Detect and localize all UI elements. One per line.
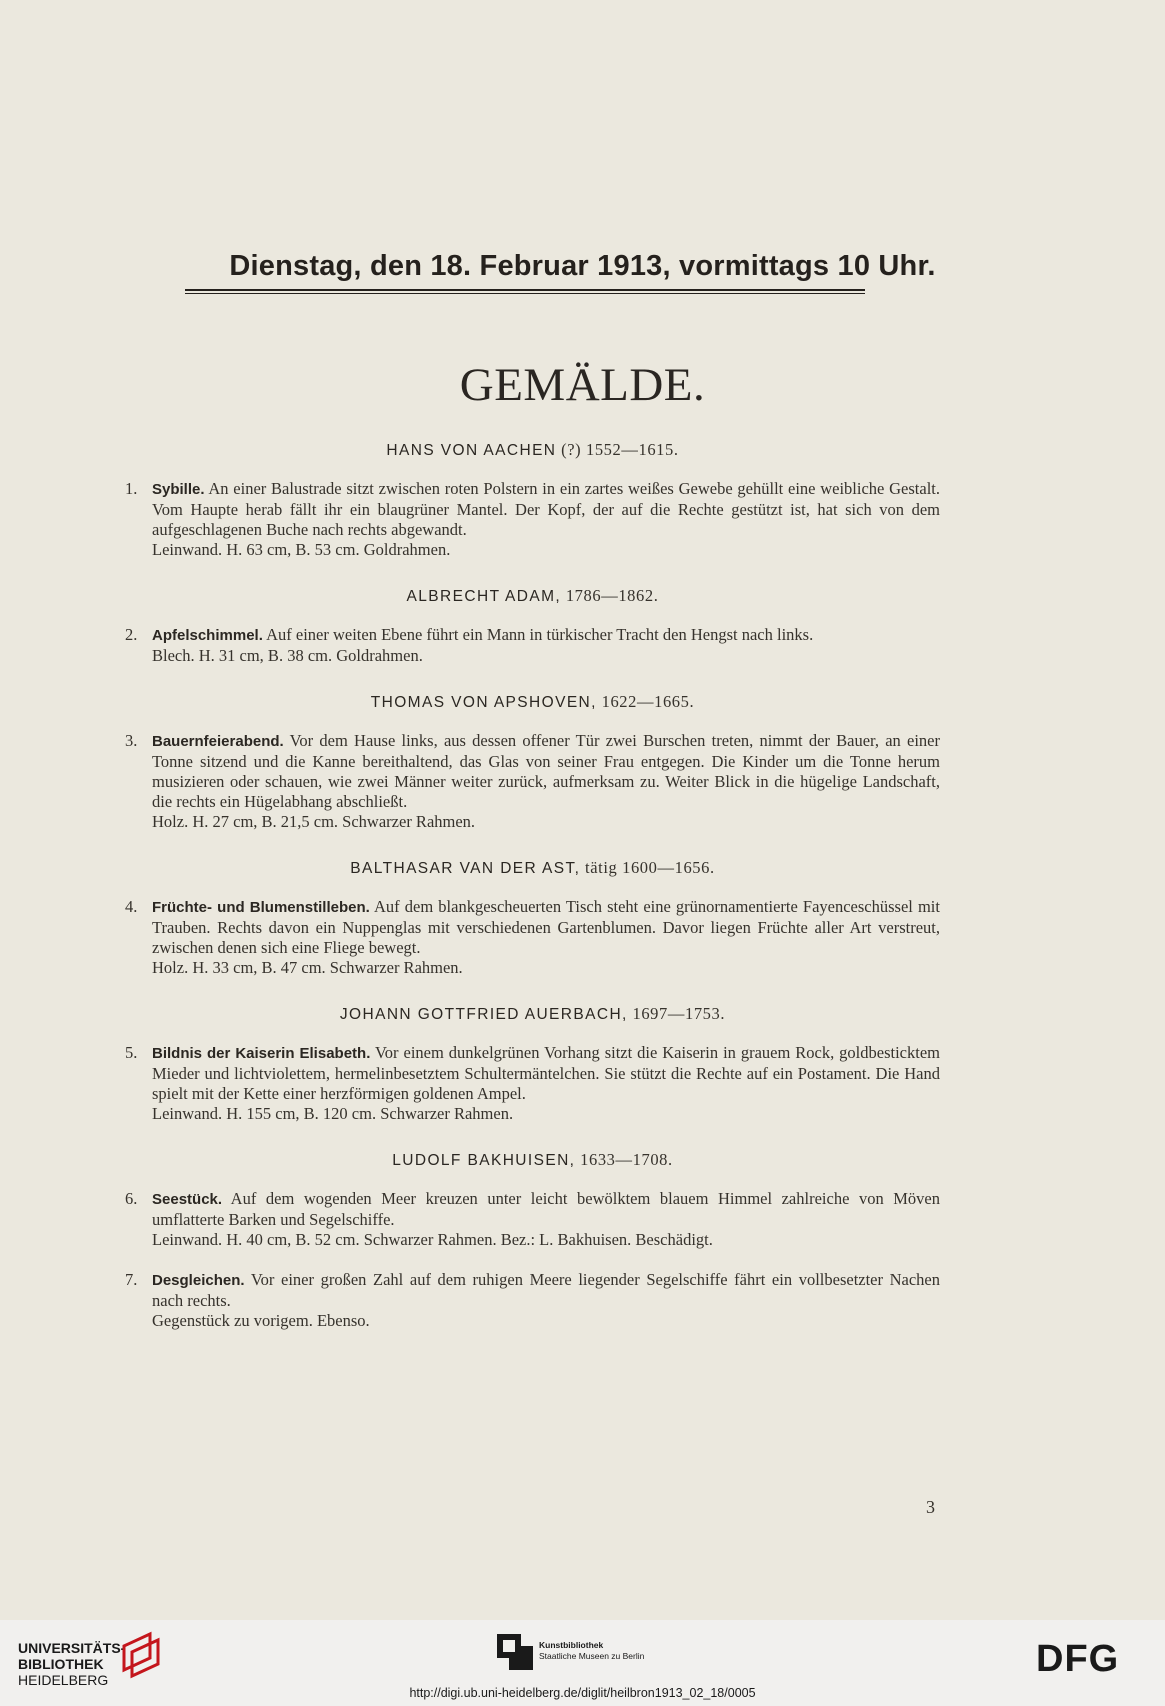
permalink-url[interactable]: http://digi.ub.uni-heidelberg.de/diglit/heilbron1913_02_18/0005	[409, 1686, 756, 1700]
artist-name: THOMAS VON APSHOVEN,	[370, 694, 597, 711]
entry-text: Auf dem wogenden Meer kreuzen unter leicht bewölktem blauem Himmel zahlreiche von Möven umflatterte Barken und Segelschiffe.	[152, 1189, 940, 1229]
entry-text: An einer Balustrade sitzt zwischen roten Polstern in ein zartes weißes Gewebe gehüllt eine weibliche Gestalt. Vom Haupte herab fällt ihr ein blaugrüner Mantel. Der Kopf, der auf die Rechte gestützt ist, hat sich von dem aufgeschlagenen Buche nach rechts abgewandt.	[152, 479, 940, 539]
entry-details: Leinwand. H. 155 cm, B. 120 cm. Schwarzer Rahmen.	[152, 1104, 514, 1123]
entry-number: 5.	[125, 1043, 138, 1062]
catalog-entry	[125, 731, 940, 832]
entry-text: Vor einer großen Zahl auf dem ruhigen Meere liegender Segelschiffe fährt ein vollbesetzter Nachen nach rechts.	[152, 1270, 940, 1310]
entry-title: Desgleichen.	[152, 1272, 245, 1289]
entry-title: Apfelschimmel.	[152, 627, 263, 644]
entry-number: 2.	[125, 625, 138, 644]
artist-dates: (?) 1552—1615.	[556, 440, 679, 459]
entry-number: 4.	[125, 897, 138, 916]
viewer-footer	[0, 1620, 1165, 1706]
entry-text: Vor dem Hause links, aus dessen offener Tür zwei Burschen treten, nimmt der Bauer, an einer Tonne sitzend und die Kanne bereithaltend, das Glas von seiner Frau entgegen. Die Kinder um die Tonne herum musizieren oder schauen, wie zwei Männer weiter zurück, aufmerksam zu. Weiter Blick in die hügelige Landschaft, die rechts ein Hügelabhang abschließt.	[152, 731, 940, 811]
entry-title: Seestück.	[152, 1191, 223, 1208]
entry-title: Bildnis der Kaiserin Elisabeth.	[152, 1045, 371, 1062]
entry-description	[152, 479, 940, 540]
dfg-logo[interactable]: DFG	[1036, 1638, 1120, 1680]
entry-number: 7.	[125, 1270, 138, 1289]
catalog-entry	[125, 1189, 940, 1250]
entry-number: 1.	[125, 479, 138, 498]
entry-details: Leinwand. H. 63 cm, B. 53 cm. Goldrahmen.	[152, 540, 451, 559]
artist-dates: 1633—1708.	[575, 1150, 673, 1169]
library-emblem-icon	[120, 1630, 164, 1682]
artist-dates: 1697—1753.	[627, 1004, 726, 1023]
entry-details: Blech. H. 31 cm, B. 38 cm. Goldrahmen.	[152, 646, 423, 665]
catalog-content	[125, 440, 940, 1357]
artist-name: ALBRECHT ADAM,	[406, 588, 562, 605]
entry-description	[152, 625, 940, 646]
library-name-line3: HEIDELBERG	[18, 1672, 109, 1688]
entry-details: Leinwand. H. 40 cm, B. 52 cm. Schwarzer Rahmen. Bez.: L. Bakhuisen. Beschädigt.	[152, 1230, 713, 1249]
entry-details: Holz. H. 33 cm, B. 47 cm. Schwarzer Rahmen.	[152, 958, 463, 977]
artist-dates: tätig 1600—1656.	[580, 858, 715, 877]
entry-text: Vor einem dunkelgrünen Vorhang sitzt die Kaiserin in grauem Rock, goldbesticktem Mieder und lichtviolettem, hermelinbesetztem Schultermäntelchen. Sie stützt die Rechte auf ein Postament. Die Hand spielt mit der Kette einer herzförmigen goldenen Ampel.	[152, 1043, 940, 1103]
artist-heading	[125, 1150, 940, 1171]
catalog-entry	[125, 479, 940, 560]
catalog-entry	[125, 897, 940, 978]
entry-description	[152, 1189, 940, 1230]
kb-subtitle: Staatliche Museen zu Berlin	[539, 1651, 645, 1661]
kunstbibliothek-emblem-icon	[497, 1634, 533, 1670]
entry-description	[152, 897, 940, 958]
artist-dates: 1622—1665.	[596, 692, 695, 711]
artist-heading	[125, 1004, 940, 1025]
artist-heading	[125, 440, 940, 461]
library-name-line2: BIBLIOTHEK	[18, 1656, 104, 1672]
artist-name: JOHANN GOTTFRIED AUERBACH,	[339, 1006, 628, 1023]
entry-number: 6.	[125, 1189, 138, 1208]
heading-underline	[185, 289, 865, 294]
auction-date-heading: Dienstag, den 18. Februar 1913, vormittags 10 Uhr.	[229, 250, 936, 282]
entry-number: 3.	[125, 731, 138, 750]
entry-description	[152, 731, 940, 812]
entry-title: Früchte- und Blumenstilleben.	[152, 899, 370, 916]
page-number: 3	[926, 1497, 935, 1517]
entry-description	[152, 1043, 940, 1104]
entry-title: Bauernfeierabend.	[152, 733, 284, 750]
entry-title: Sybille.	[152, 481, 205, 498]
artist-name: LUDOLF BAKHUISEN,	[392, 1152, 576, 1169]
library-name-line1: UNIVERSITÄTS-	[18, 1640, 126, 1656]
entry-text: Auf einer weiten Ebene führt ein Mann in türkischer Tracht den Hengst nach links.	[262, 625, 814, 644]
entry-description	[152, 1270, 940, 1311]
entry-details: Gegenstück zu vorigem. Ebenso.	[152, 1311, 370, 1330]
catalog-entry	[125, 1043, 940, 1124]
artist-name: HANS VON AACHEN	[386, 442, 557, 459]
university-library-logo[interactable]	[18, 1640, 125, 1688]
entry-text: Auf dem blankgescheuerten Tisch steht eine grünornamentierte Fayenceschüssel mit Trauben. Rechts davon ein Nuppenglas mit verschiedenen Gartenblumen. Davor liegen Früchte aller Art verstreut, zwischen denen sich eine Fliege bewegt.	[152, 897, 940, 957]
entry-details: Holz. H. 27 cm, B. 21,5 cm. Schwarzer Rahmen.	[152, 812, 476, 831]
artist-heading	[125, 586, 940, 607]
catalog-entry	[125, 625, 940, 666]
artist-name: BALTHASAR VAN DER AST,	[350, 860, 581, 877]
artist-dates: 1786—1862.	[561, 586, 659, 605]
catalog-entry	[125, 1270, 940, 1331]
artist-heading	[125, 692, 940, 713]
artist-heading	[125, 858, 940, 879]
kb-name: Kunstbibliothek	[539, 1640, 604, 1650]
section-title: GEMÄLDE.	[459, 359, 706, 411]
